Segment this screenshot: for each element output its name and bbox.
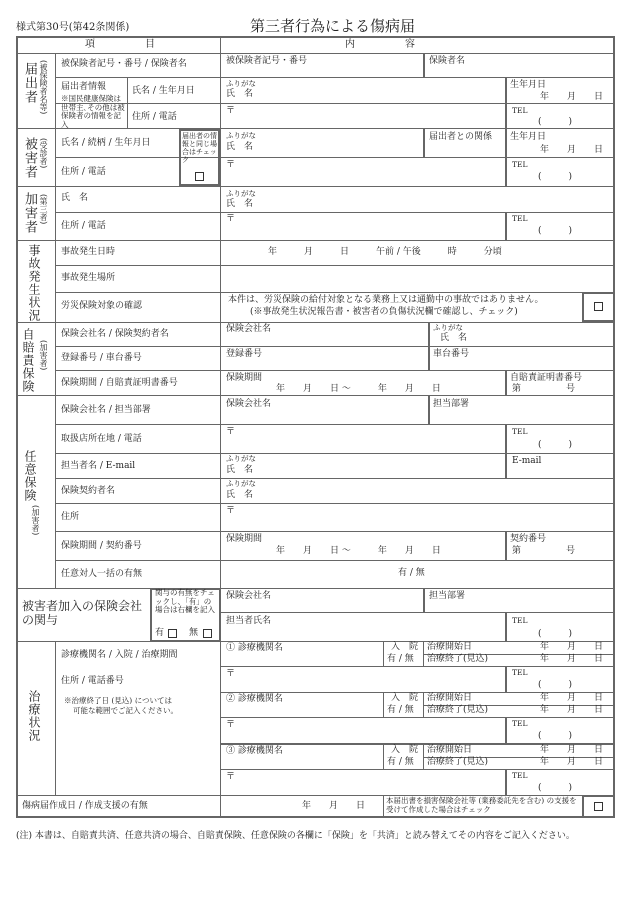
involvement-no-checkbox[interactable] — [203, 629, 212, 638]
third-party-injury-form: 様式第30号(第42条関係) 第三者行為による傷病届 項 目 内 容 届出者 (被保険者名等) 被保険者記号・番号 / 保険者名 届出者情報 ※国民健康保険は世帯主､その他は被保険者の情報を記入 氏名 / 生年月日 住所 / 電話 被保険者記号・番号 保険者名 ふりがな 氏 名 生年月日 年 月 日 〒 TEL ( ) 被害者 (受診者) 氏名 / 続柄 / 生年月日 住所 / 電話 届出者の情報と同じ場合はチェック ふりがな 氏 名 届出者との関係 生年月日 年 月 日 〒 TEL ( ) 加害者 (第三者) 氏 名 住所 / 電話 ふりがな 氏 名 〒 TEL ( ) 事故発生状況 事故発生日時 事故発生場所 労災保険対象の確認 年 月 日 午前 / 午後 時 分頃 本件は、労災保険の給付対象となる業務上又は通勤中の事故ではありません。 (※事故発生状況報告書・被害者の負傷状況欄で確認し、チェック) 自賠責保険 (加害者) 保険会社名 / 保険契約者名 登録番号 / 車台番号 保険期間 / 自賠責証明書番号 保険会社名 ふりがな 氏 名 登録番号 車台番号 保険期間 年 月 日 ～ 年 月 日 自賠責証明書番号 第 号 任意保険 (加害者) 保険会社名 / 担当部署 取扱店所在地 / 電話 担当者名 / E-mail 保険契約者名 住所 保険期間 / 契約番号 任意対人一括の有無 保険会社名 担当部署 〒 TEL ( ) ふりがな 氏 名 E-mail ふりがな 氏 名 〒 保険期間 年 月 日 ～ 年 月 日 契約番号 第 号 有 / 無 被害者加入の保険会社の関与 関与の有無をチェックし、「有」の場合は右欄を記入 有 無 保険会社名 担当部署 担当者氏名 TEL ( ) 治療状況 診療機関名 / 入院 / 治療期間 住所 / 電話番号 ※治療終了日 (見込) については 可能な範囲でご記入ください。 ① 診療機関名 入 院 有 / 無 治療開始日 治療終了(見込) 年 月 日 年 月 日 〒 TEL ( ) ② 診療機関名 入 院 有 / 無 治療開始日 治療終了(見込) 年 月 日 年 月 日 〒 TEL ( ) ③ 診療機関名 入 院 有 / 無 治療開始日 治療終了(見込) 年 月 日 年 月 日 〒 TEL ( ) 傷病届作成日 / 作成支援の有無 年 月 日 本届出書を損害保険会社等 (業務委託先を含む) の支援を受けて作成した場合はチェック (注) 本書は、自賠責共済、任意共済の場合、自賠責保険、任意保険の各欄に「保険」を「共済」と読み替えてその内容をご記入ください。 — [0, 0, 630, 903]
treatment-label: 治療終了(見込) — [427, 757, 489, 767]
section-perpetrator: 加害者 — [22, 192, 37, 234]
section-jibaiseki: 自賠責保険 — [21, 328, 35, 393]
treatment-label: 年 月 日 — [540, 745, 604, 755]
header-item: 項 目 — [85, 39, 155, 50]
section-accident: 事故発生状況 — [27, 244, 41, 322]
involvement-yes-checkbox[interactable] — [168, 629, 177, 638]
treatment-label: 治療開始日 — [427, 693, 473, 703]
treatment-label: ( ) — [538, 680, 573, 690]
treatment-label: 〒 — [226, 669, 236, 679]
treatment-label: 治療終了(見込) — [427, 654, 489, 664]
treatment-label: 治療終了(見込) — [427, 705, 489, 715]
form-number: 様式第30号(第42条関係) — [16, 22, 130, 33]
treatment-label: ( ) — [538, 731, 573, 741]
treatment-label: TEL — [512, 719, 528, 728]
created-with-support-checkbox[interactable] — [594, 802, 603, 811]
treatment-label: TEL — [512, 668, 528, 677]
treatment-label: 年 月 日 — [540, 654, 604, 664]
header-content: 内 容 — [345, 39, 415, 50]
treatment-label: 入 院 — [391, 642, 419, 652]
section-victim-insurance: 被害者加入の保険会社の関与 — [22, 599, 143, 627]
form-title: 第三者行為による傷病届 — [250, 17, 416, 35]
section-treatment: 治療状況 — [27, 690, 41, 742]
treatment-label: 年 月 日 — [540, 642, 604, 652]
section-notifier: 届出者 — [22, 62, 37, 104]
treatment-label: ③ 診療機関名 — [226, 746, 283, 756]
treatment-label: TEL — [512, 771, 528, 780]
treatment-label: 年 月 日 — [540, 705, 604, 715]
treatment-label: 有 / 無 — [387, 654, 414, 664]
treatment-label: 入 院 — [391, 693, 419, 703]
treatment-label: 〒 — [226, 772, 236, 782]
section-victim: 被害者 — [22, 137, 37, 179]
treatment-label: ① 診療機関名 — [226, 643, 283, 653]
treatment-label: 年 月 日 — [540, 757, 604, 767]
treatment-label: 治療開始日 — [427, 745, 473, 755]
treatment-label: ( ) — [538, 783, 573, 793]
same-as-notifier-checkbox[interactable] — [195, 172, 204, 181]
treatment-label: 〒 — [226, 720, 236, 730]
treatment-label: 有 / 無 — [387, 757, 414, 767]
treatment-label: 年 月 日 — [540, 693, 604, 703]
treatment-label: 有 / 無 — [387, 705, 414, 715]
section-nini: 任意保険 — [23, 450, 37, 502]
rousai-checkbox[interactable] — [594, 302, 603, 311]
treatment-label: 治療開始日 — [427, 642, 473, 652]
footnote: (注) 本書は、自賠責共済、任意共済の場合、自賠責保険、任意保険の各欄に「保険」を「共済」と読み替えてその内容をご記入ください。 — [16, 831, 575, 841]
treatment-label: 入 院 — [391, 745, 419, 755]
treatment-label: ② 診療機関名 — [226, 694, 283, 704]
